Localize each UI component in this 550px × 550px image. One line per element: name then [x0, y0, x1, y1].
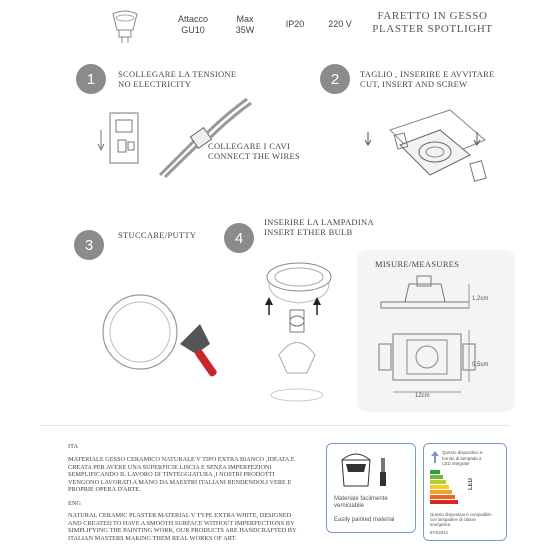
measure-side: 9,5cm [472, 362, 489, 368]
measures-title: MISURE/MEASURES [375, 259, 460, 269]
energy-footer [430, 512, 502, 527]
step2-text [360, 69, 495, 89]
ita-label: ITA [68, 443, 78, 450]
connect-line2: CONNECT THE WIRES [208, 151, 300, 161]
divider [40, 425, 510, 426]
energy-line2: fornito di lampade a [442, 455, 482, 461]
paint-bucket-icon [338, 450, 398, 488]
energy-foot3: energetica [430, 522, 451, 527]
step4-circle: 4 [224, 223, 254, 253]
step1-text [118, 69, 236, 89]
step2-line1: TAGLIO , INSERIRE E AVVITARE [360, 69, 495, 79]
measure-width: 12cm [415, 393, 430, 399]
paint-label2: Easily painted material [334, 517, 395, 523]
switch-panel-illustration [92, 110, 152, 170]
step1-line1: SCOLLEGARE LA TENSIONE [118, 69, 237, 79]
step2-circle: 2 [320, 64, 350, 94]
step1-line2: NO ELECTRICITY [118, 79, 192, 89]
measures-drawing [365, 272, 513, 407]
max-value: 35W [235, 25, 255, 35]
wires-illustration [155, 95, 255, 180]
ita-body: MATERIALE GESSO CERAMICO NATURALE V TIPO EXTRA BIANCO ,IDEATA E CREATA PER AVERE UNA SUPERFICIE LISCIA E SENZA IMPERFEZIONI SEMPLIFICANDO IL LAVORO DI TINTEGGIATURA ,I NOSTRI PRODOTTI VENGONO LAVORATI A MANO DA MAESTRI ITALIANI RENDENDOLI VERE E PROPRIE OPERA D'ARTE. [68, 456, 295, 494]
product-title [370, 10, 495, 36]
connect-wires-text [208, 141, 300, 161]
bulb-image [105, 8, 145, 48]
step4-line1: INSERIRE LA LAMPADINA [264, 217, 374, 227]
led-label: LED [468, 478, 474, 490]
lamp-icon [430, 450, 440, 464]
attacco-value: GU10 [181, 25, 205, 35]
energy-text [442, 450, 483, 467]
title-line1: FARETTO IN GESSO [377, 10, 488, 22]
energy-foot2: con lampadine di classe [430, 517, 476, 522]
spec-voltage: 220 V [328, 19, 352, 29]
energy-code: 874/2012 [430, 530, 448, 535]
step2-line2: CUT, INSERT AND SCREW [360, 79, 468, 89]
energy-line1: Questo dispositivo è [442, 450, 483, 455]
spec-attacco [172, 14, 214, 36]
spotlight-ring-illustration [100, 292, 180, 372]
attacco-label: Attacco [177, 14, 208, 24]
step1-circle: 1 [76, 64, 106, 94]
step4-line2: INSERT ETHER BULB [264, 227, 353, 237]
energy-foot1: Questo dispositivo è compatibile [430, 512, 492, 517]
step3-text: STUCCARE/PUTTY [118, 230, 197, 240]
title-line2: PLASTER SPOTLIGHT [372, 23, 493, 35]
step4-text [264, 217, 374, 237]
putty-knife-icon [178, 322, 233, 382]
step3-circle: 3 [74, 230, 104, 260]
spec-max [226, 14, 264, 36]
eng-body: NATURAL CERAMIC PLASTER MATERIAL V TYPE EXTRA WHITE, DESIGNED AND CREATED TO HAVE A SMOOTH SURFACE WITHOUT IMPERFECTIONS BY SIMPLIFYING THE PAINTING WORK, OUR PRODUCTS ARE HANDCRAFTED BY ITALIAN MASTERS MAKING THEM REAL WORKS OF ART. [68, 512, 297, 542]
max-label: Max [236, 14, 254, 24]
eng-label: ENG [68, 500, 81, 507]
energy-line3: LED integrate [442, 461, 470, 466]
measure-height: 1,2cm [472, 296, 489, 302]
ceiling-cut-illustration [360, 100, 500, 200]
spec-ip: IP20 [285, 19, 305, 29]
paint-label1: Materiale facilmente verniciabile [334, 496, 388, 509]
connect-line1: COLLEGARE I CAVI [208, 141, 291, 151]
bulb-insert-illustration [255, 255, 345, 415]
energy-scale [430, 470, 458, 506]
